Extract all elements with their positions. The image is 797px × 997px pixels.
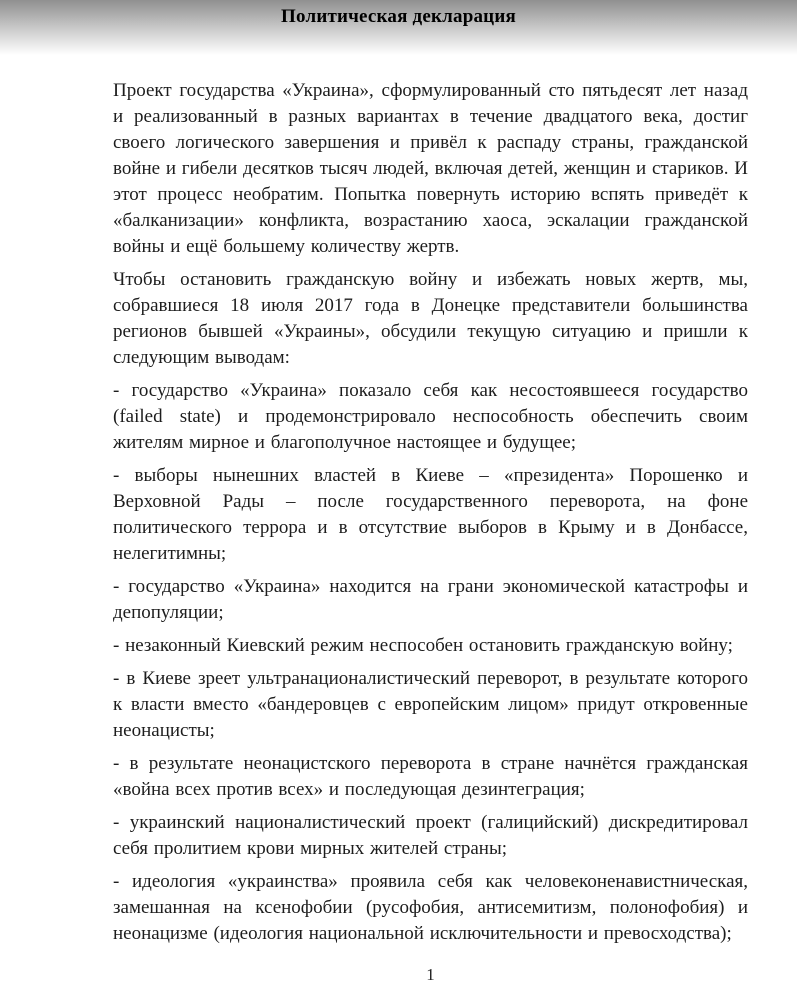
paragraph-conclusion-8: - идеология «украинства» проявила себя как человеконенавистническая, замешанная на ксенофобии (русофобия, антисемитизм, полонофобия) и неонацизме (идеология национальной исключительности и превосходства); bbox=[113, 871, 748, 944]
paragraph-conclusion-3: - государство «Украина» находится на грани экономической катастрофы и депопуляции; bbox=[113, 576, 748, 623]
paragraph-preamble: Чтобы остановить гражданскую войну и избежать новых жертв, мы, собравшиеся 18 июля 2017 года в Донецке представители большинства регионов бывшей «Украины», обсудили текущую ситуацию и пришли к следующим выводам: bbox=[113, 269, 748, 368]
document-title: Политическая декларация bbox=[281, 6, 516, 27]
paragraph-conclusion-1: - государство «Украина» показало себя как несостоявшееся государство (failed state) и продемонстрировало неспособность обеспечить своим жителям мирное и благополучное настоящее и будущее; bbox=[113, 380, 748, 453]
paragraph-conclusion-6: - в результате неонацистского переворота в стране начнётся гражданская «война всех против всех» и последующая дезинтеграция; bbox=[113, 753, 748, 800]
paragraph-conclusion-7: - украинский националистический проект (галицийский) дискредитировал себя пролитием крови мирных жителей страны; bbox=[113, 812, 748, 859]
paragraph-conclusion-4: - незаконный Киевский режим неспособен остановить гражданскую войну; bbox=[113, 635, 733, 656]
paragraph-conclusion-2: - выборы нынешних властей в Киеве – «президента» Порошенко и Верховной Рады – после государственного переворота, на фоне политического террора и в отсутствие выборов в Крыму и в Донбассе, нелегитимны; bbox=[113, 465, 748, 564]
page-header bbox=[0, 0, 797, 55]
document-body bbox=[0, 55, 797, 947]
paragraph-conclusion-5: - в Киеве зреет ультранационалистический переворот, в результате которого к власти вместо «бандеровцев с европейским лицом» придут откровенные неонацисты; bbox=[113, 668, 748, 741]
page-footer bbox=[113, 965, 748, 985]
paragraph-intro: Проект государства «Украина», сформулированный сто пятьдесят лет назад и реализованный в разных вариантах в течение двадцатого века, достиг своего логического завершения и привёл к распаду страны, гражданской войне и гибели десятков тысяч людей, включая детей, женщин и стариков. И этот процесс необратим. Попытка повернуть историю вспять приведёт к «балканизации» конфликта, возрастанию хаоса, эскалации гражданской войны и ещё большему количеству жертв. bbox=[113, 80, 748, 257]
page-number: 1 bbox=[426, 965, 435, 984]
